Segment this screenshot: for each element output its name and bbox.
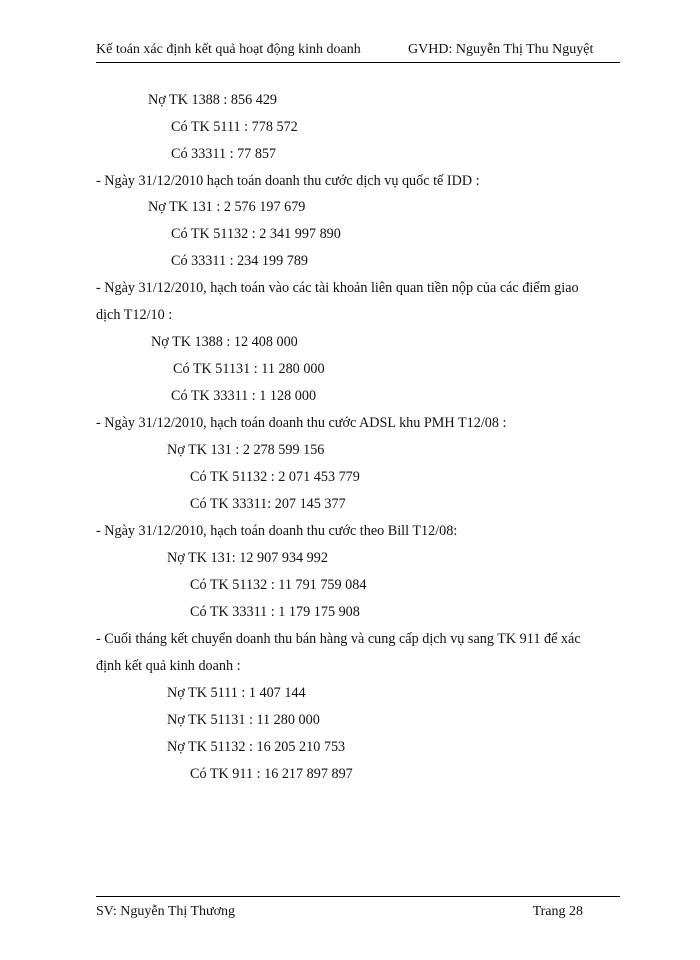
entry-heading-cont: dịch T12/10 : [96,307,173,323]
entry-line: Có TK 911 : 16 217 897 897 [190,766,353,782]
entry-line: Có TK 51131 : 11 280 000 [173,361,325,377]
footer-student: SV: Nguyễn Thị Thương [96,904,236,919]
entry-heading-cont: định kết quả kinh doanh : [96,658,241,674]
entry-line: Có TK 51132 : 2 341 997 890 [171,226,341,242]
entry-heading: - Ngày 31/12/2010 hạch toán doanh thu cước dịch vụ quốc tế IDD : [96,173,480,189]
entry-line: Nợ TK 131: 12 907 934 992 [167,550,328,566]
entry-line: Nợ TK 51132 : 16 205 210 753 [167,739,346,755]
header-supervisor: GVHD: Nguyễn Thị Thu Nguyệt [408,42,594,57]
entry-heading: - Cuối tháng kết chuyển doanh thu bán hàng và cung cấp dịch vụ sang TK 911 để xác [96,631,581,647]
entry-line: Có TK 33311: 207 145 377 [190,496,346,512]
entry-line: Nợ TK 5111 : 1 407 144 [167,685,306,701]
entry-line: Nợ TK 131 : 2 278 599 156 [167,442,325,458]
entry-heading: - Ngày 31/12/2010, hạch toán vào các tài khoản liên quan tiền nộp của các điểm giao [96,280,579,296]
page-footer [96,896,620,923]
page-header [96,42,620,63]
entry-line: Nợ TK 131 : 2 576 197 679 [148,199,306,215]
entry-line: Có TK 5111 : 778 572 [171,119,298,135]
entry-line: Nợ TK 1388 : 12 408 000 [151,334,298,350]
entry-line: Nợ TK 1388 : 856 429 [148,92,278,108]
entry-line: Có TK 33311 : 1 179 175 908 [190,604,360,620]
entry-line: Có 33311 : 77 857 [171,146,277,162]
header-title: Kế toán xác định kết quả hoạt động kinh doanh [96,42,361,57]
entry-line: Có TK 51132 : 11 791 759 084 [190,577,367,593]
page-number: Trang 28 [532,904,583,919]
entry-line: Nợ TK 51131 : 11 280 000 [167,712,320,728]
entry-line: Có TK 33311 : 1 128 000 [171,388,317,404]
entry-line: Có 33311 : 234 199 789 [171,253,309,269]
entry-heading: - Ngày 31/12/2010, hạch toán doanh thu cước theo Bill T12/08: [96,523,458,539]
entry-heading: - Ngày 31/12/2010, hạch toán doanh thu cước ADSL khu PMH T12/08 : [96,415,507,431]
entry-line: Có TK 51132 : 2 071 453 779 [190,469,360,485]
